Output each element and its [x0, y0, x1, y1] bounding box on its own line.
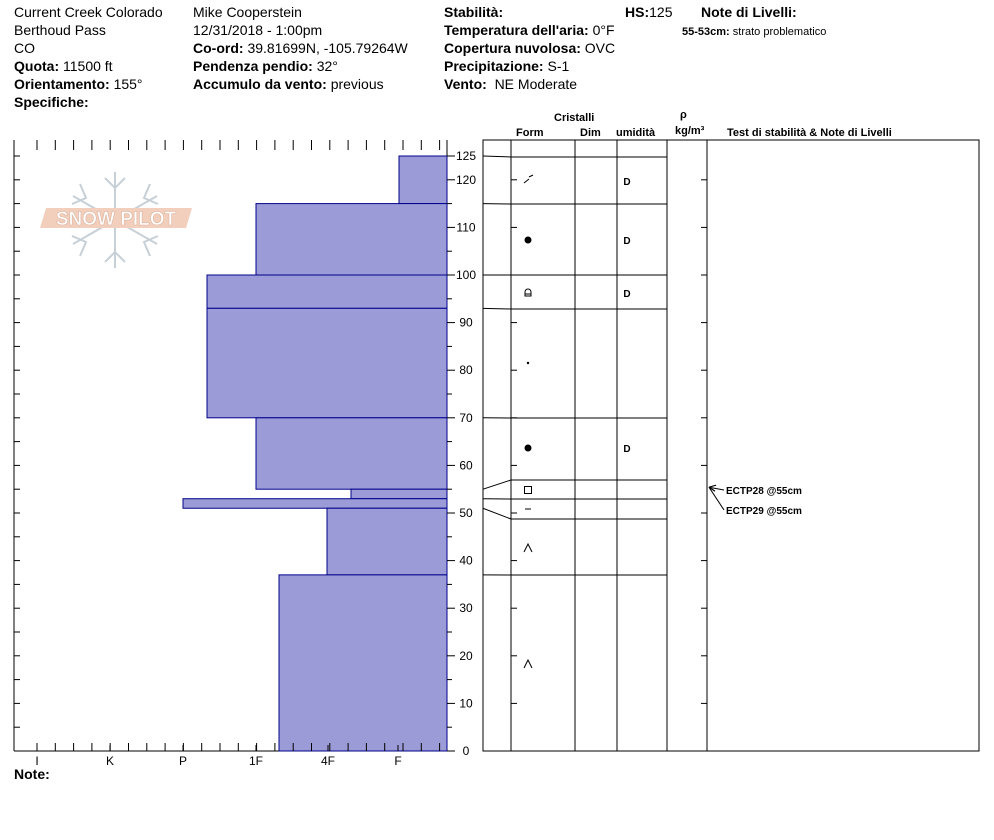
layer-connector-line [483, 156, 511, 157]
hardness-tick-label: K [105, 754, 115, 768]
depth-tick-label: 60 [459, 458, 473, 473]
layer-note-range: 55-53cm: [682, 26, 730, 38]
snowpilot-logo [40, 172, 192, 268]
depth-tick-label: 125 [455, 149, 477, 163]
hardness-tick-label: 4F [320, 754, 336, 768]
depth-tick-label: 80 [459, 363, 473, 378]
hardness-bar-1 [256, 204, 447, 275]
tests-notes-header: Test di stabilità & Note di Livelli [727, 127, 892, 139]
wind-loading-value: previous [330, 76, 384, 92]
hardness-tick-label: F [394, 754, 402, 768]
decomposing-fragments-icon [524, 175, 533, 183]
hardness-bar-7 [327, 508, 447, 575]
depth-tick-label: 30 [459, 601, 473, 616]
cloud-label: Copertura nuvolosa: [444, 40, 581, 56]
hardness-tick-label: P [178, 754, 188, 768]
hardness-bar-2 [207, 275, 447, 308]
crystals-header: Cristalli [554, 112, 595, 124]
rounded-grains-icon [525, 237, 532, 244]
stability-test-label: ECTP28 @55cm [726, 486, 802, 497]
depth-tick-label: 100 [455, 268, 477, 282]
depth-tick-label: 0 [462, 744, 470, 758]
depth-hoar-icon [524, 660, 532, 668]
area-name: Berthoud Pass [14, 22, 106, 38]
faceted-crystals-icon [525, 487, 532, 494]
depth-tick-label: 50 [459, 506, 473, 520]
location-name: Current Creek Colorado [14, 4, 163, 20]
form-header: Form [516, 127, 544, 139]
wind-label: Vento: [444, 76, 487, 92]
cloud-value: OVC [584, 40, 616, 56]
hardness-tick-label: I [35, 754, 39, 768]
dim-header: Dim [580, 127, 601, 139]
depth-tick-label: 20 [459, 648, 473, 663]
state-name: CO [14, 40, 35, 56]
density-header: kg/m³ [675, 125, 705, 137]
precip-label: Precipitazione: [444, 58, 544, 74]
layer-note-text: strato problematico [732, 26, 827, 38]
hardness-tick-label: 1F [248, 754, 264, 768]
layer-connector-line [483, 508, 511, 519]
elevation-value: 11500 ft [63, 58, 113, 74]
aspect-value: 155° [113, 76, 143, 92]
layer-connector-line [483, 308, 511, 309]
elevation-label: Quota: [14, 58, 60, 74]
rho-header: ρ [680, 109, 687, 121]
depth-tick-label: 120 [455, 172, 477, 187]
moisture-header: umidità [616, 127, 656, 139]
hardness-bar-4 [256, 418, 447, 489]
depth-tick-label: 90 [459, 315, 473, 330]
moisture-label: D [623, 444, 631, 455]
moisture-label: D [623, 236, 631, 247]
hardness-bar-6 [183, 499, 447, 509]
wind-loading-label: Accumulo da vento: [193, 76, 327, 92]
depth-tick-label: 40 [459, 553, 473, 568]
melt-forms-icon [525, 289, 531, 296]
depth-tick-label: 110 [456, 220, 476, 235]
logo-text: SNOW PILOT [55, 209, 177, 230]
slope-value: 32° [316, 58, 338, 74]
hardness-bar-3 [207, 308, 447, 417]
hardness-bar-5 [351, 489, 447, 499]
precip-particles-icon [527, 362, 529, 364]
coord-label: Co-ord: [193, 40, 244, 56]
aspect-label: Orientamento: [14, 76, 110, 92]
coord-value: 39.81699N, -105.79264W [247, 40, 408, 56]
depth-tick-label: 70 [459, 410, 473, 425]
air-temp-label: Temperatura dell'aria: [444, 22, 589, 38]
notes-label: Note: [14, 766, 50, 782]
depth-hoar-icon [524, 544, 532, 552]
layer-notes-label: Note di Livelli: [701, 4, 797, 20]
stability-label: Stabilità: [444, 4, 504, 20]
layer-connector-line [483, 480, 511, 489]
moisture-label: D [623, 177, 631, 188]
hardness-bar-8 [279, 575, 447, 751]
hs-label: HS: [625, 4, 650, 20]
wind-value: NE Moderate [494, 76, 578, 92]
hs-value: 125 [649, 4, 673, 20]
test-pointer-line [709, 487, 724, 510]
observer: Mike Cooperstein [193, 4, 302, 20]
slope-label: Pendenza pendio: [193, 58, 313, 74]
air-temp-value: 0°F [592, 22, 615, 38]
datetime: 12/31/2018 - 1:00pm [193, 22, 323, 38]
specifics-label: Specifiche: [14, 94, 89, 110]
stability-test-label: ECTP29 @55cm [726, 506, 802, 517]
depth-tick-label: 10 [459, 696, 473, 711]
hardness-bar-0 [399, 156, 447, 204]
rounded-grains-icon [525, 445, 532, 452]
moisture-label: D [623, 289, 631, 300]
precip-value: S-1 [547, 58, 570, 74]
